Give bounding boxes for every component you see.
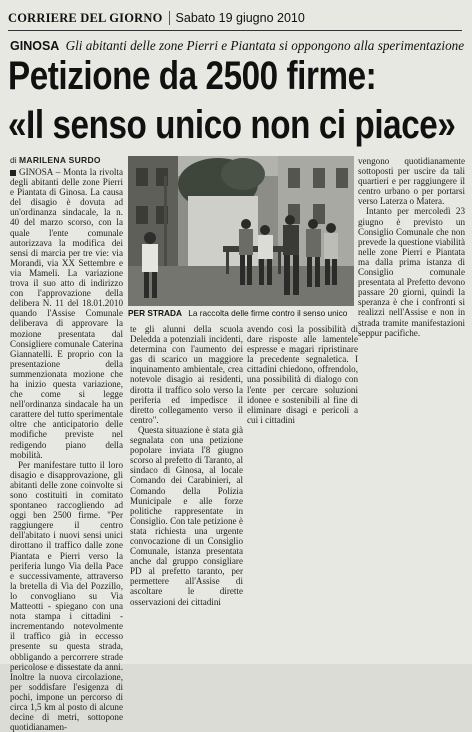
- article-column-2: [130, 324, 243, 657]
- paragraph: Questa situazione è stata già segnalata con una petizione popolare inviata l'8 giugno scorso al prefetto di Taranto, al sindaco di Ginosa, al locale Comando dei Carabinieri, al Comando della Polizia Municipale e alle forze politiche rappresentate in Consiglio. Con tale petizione è stata richiesta una urgente convocazione di un Consiglio Comunale, istanza presentata anche dal gruppo consigliare PD al prefetto taranto, per permettere all'Assise di ascoltare le dirette osservazioni dei cittadini: [130, 424, 243, 607]
- kicker-city: GINOSA: [10, 39, 60, 53]
- byline: [10, 155, 101, 165]
- caption-label: PER STRADA: [128, 308, 182, 318]
- paragraph-text: GINOSA – Monta la rivolta degli abitanti delle zone Pierri e Piantata di Ginosa. La causa del disagio è dovuta ad un'ordinanza sindacale, la n. 40 del marzo scorso, con la quale l'ente comunale autorizzava la modifica dei sensi di marcia per tre vie: via Morandi, via XX Settembre e via Mameli. La variazione trova il suo atto di indirizzo con l'approvazione della delibera N. 11 del 18.01.2010 quando l'Assise Comunale deliberava di approvare la mozione presentata dal Consigliere comunale Caterina Giannatelli. E proprio con la presentazione della summenzionata mozione che ha inizio questa variazione, che come si legge nell'ordinanza sindacale ha un carattere del tutto sperimentale oltre che anticipatorio delle modifiche previste nel redigendo piano della mobilità.: [10, 167, 123, 460]
- headline-line-1: Petizione da 2500 firme:: [8, 54, 377, 98]
- paragraph: [10, 167, 123, 460]
- newspaper-name: CORRIERE DEL GIORNO: [8, 10, 163, 25]
- lead-square-icon: [10, 170, 16, 176]
- masthead-divider: [169, 11, 170, 25]
- headline-line-2: «Il senso unico non ci piace»: [8, 103, 456, 147]
- article-column-4: [358, 156, 465, 656]
- paragraph: avendo così la possibilità di dare risposte alle lamentele espresse e magari ripristinare la precedente segnaletica. I cittadini chiedono, offrendolo, una possibilità di dialogo con l'ente per cercare soluzioni idonee e sostenibili al fine di eliminare disagi e pericoli a cui i cittadini: [247, 324, 358, 425]
- masthead: [8, 8, 305, 28]
- caption-text: La raccolta delle firme contro il senso unico: [188, 308, 348, 318]
- photo-caption: [128, 308, 354, 318]
- street-scene-image: [128, 156, 354, 306]
- paragraph: vengono quotidianamente sottoposti per uscire da tali quartieri e per raggiungere il centro urbano o per portarsi verso Laterza o Matera.: [358, 156, 465, 207]
- byline-prefix: di: [10, 155, 17, 165]
- paragraph: Per manifestare tutto il loro disagio e disapprovazione, gli abitanti delle zone coinvolte si sono costituiti in comitato spontaneo raccogliendo ad oggi ben 2500 firme. "Per raggiungere il centro dell'abitato i nuovi sensi unici dirottano il traffico dalle zone Piantata e Pierri verso la periferia lungo Via della Pace e successivamente, attraverso la bretella di Via del Pozzillo, lo convogliano su Via Matteotti - spiegano con una nota stampa i cittadini - incrementando notevolmente il traffico già in eccesso presente su questa strada, obbligando a percorrere strade pericolose e dissestate da anni. Inoltre la nuova circolazione, per soddisfare l'esigenza di pochi, impone un percorso di circa 1,5 km al posto di alcune decine di metri, sottopone quotidianamen-: [10, 459, 123, 732]
- article-column-1: [10, 167, 123, 732]
- paragraph: Intanto per mercoledì 23 giugno è previsto un Consiglio Comunale che non prevede la questione viabilità nelle zone Pierri e Piantata ma dalla prima istanza di Consiglio comunale presentata al Prefetto devono passare 20 giorni, quindi la speranza è che i confronti si realizzi nell'Assise e non in strada tramite manifestazioni seppur pacifiche.: [358, 206, 465, 338]
- issue-date: Sabato 19 giugno 2010: [175, 11, 305, 25]
- kicker: [10, 38, 465, 54]
- paragraph: te gli alunni della scuola Deledda a potenziali incidenti, determina con l'aumento dei gas di scarico un maggiore inquinamento ambientale, crea notevole disagio ai residenti, dirotta il traffico solo verso la periferia ed impedisce il diretto collegamento verso il centro".: [130, 324, 243, 425]
- byline-author: MARILENA SURDO: [19, 155, 101, 165]
- header-rule: [8, 30, 462, 31]
- kicker-text: Gli abitanti delle zone Pierri e Piantata si oppongono alla sperimentazione: [65, 38, 465, 53]
- article-column-3: [247, 324, 358, 657]
- article-photo: [128, 156, 354, 306]
